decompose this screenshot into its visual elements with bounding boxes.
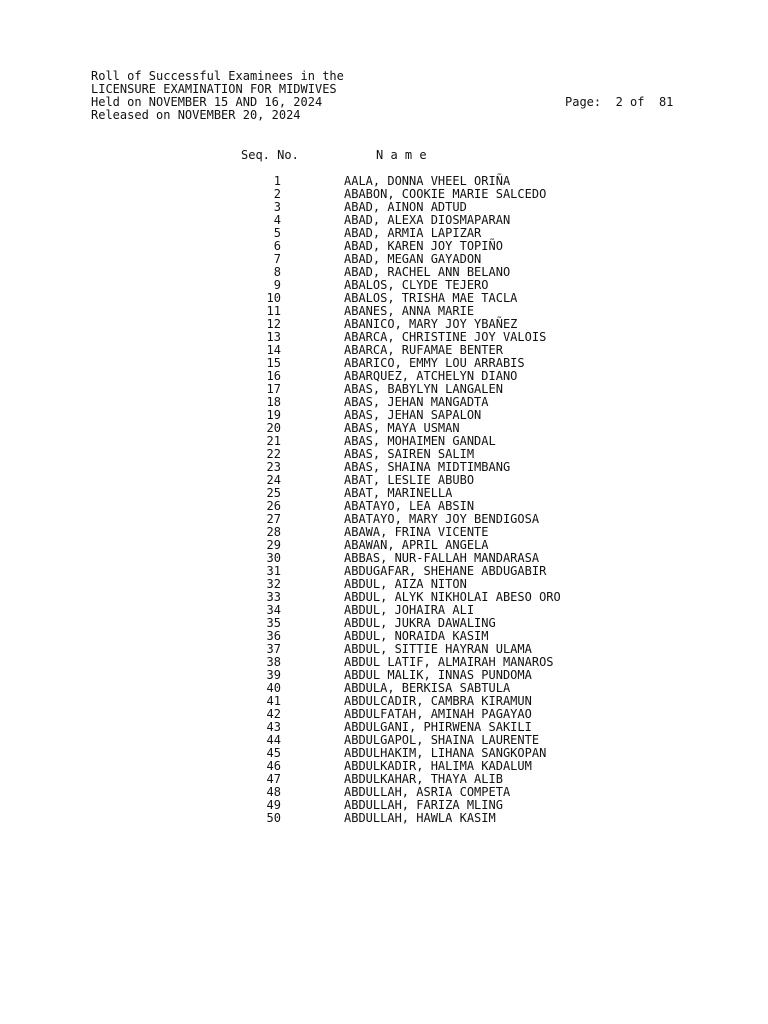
examinee-name: ABABON, COOKIE MARIE SALCEDO [344,187,547,201]
page-number: 2 [615,95,623,109]
seq-number: 2 [273,187,281,201]
seq-number: 17 [266,382,281,396]
seq-number: 5 [273,226,281,240]
seq-number: 46 [266,759,281,773]
seq-number: 18 [266,395,281,409]
examinee-name: ABAWAN, APRIL ANGELA [344,538,489,552]
seq-number: 4 [273,213,281,227]
seq-number: 36 [266,629,281,643]
examinee-name: ABANES, ANNA MARIE [344,304,475,318]
examinee-name: ABDULLAH, ASRIA COMPETA [344,785,511,799]
examinee-list [240,175,640,825]
examinee-name: ABAD, KAREN JOY TOPIÑO [344,239,503,253]
examinee-name: ABDULA, BERKISA SABTULA [344,681,511,695]
examinee-name: ABDULKADIR, HALIMA KADALUM [344,759,532,773]
seq-number: 45 [266,746,281,760]
seq-number: 21 [266,434,281,448]
seq-number: 42 [266,707,281,721]
name-column-header: N a m e [376,148,427,162]
header-held-line: Held on NOVEMBER 15 AND 16, 2024 [91,95,323,109]
examinee-name: ABARICO, EMMY LOU ARRABIS [344,356,525,370]
page-of-label: of [630,95,645,109]
header-exam-line: LICENSURE EXAMINATION FOR MIDWIVES [91,82,337,96]
examinee-name: ABANICO, MARY JOY YBAÑEZ [344,317,518,331]
seq-number: 40 [266,681,281,695]
examinee-name: ABDUL, NORAIDA KASIM [344,629,489,643]
examinee-name: ABDULGANI, PHIRWENA SAKILI [344,720,532,734]
seq-number: 13 [266,330,281,344]
header-title-line: Roll of Successful Examinees in the [91,69,344,83]
page-indicator [565,96,673,109]
seq-number: 28 [266,525,281,539]
seq-number: 8 [273,265,281,279]
seq-number: 35 [266,616,281,630]
seq-number: 9 [273,278,281,292]
seq-column-header: Seq. No. [241,148,299,162]
examinee-name: ABDULFATAH, AMINAH PAGAYAO [344,707,532,721]
seq-number: 6 [273,239,281,253]
examinee-name: ABAS, MOHAIMEN GANDAL [344,434,496,448]
seq-number: 26 [266,499,281,513]
examinee-name: ABDUL, ALYK NIKHOLAI ABESO ORO [344,590,561,604]
seq-number: 31 [266,564,281,578]
examinee-name: ABDULHAKIM, LIHANA SANGKOPAN [344,746,547,760]
seq-number: 33 [266,590,281,604]
examinee-name: ABDULLAH, FARIZA MLING [344,798,503,812]
examinee-name: ABDULLAH, HAWLA KASIM [344,811,496,825]
seq-number: 41 [266,694,281,708]
seq-number: 1 [273,174,281,188]
seq-number: 12 [266,317,281,331]
seq-number: 22 [266,447,281,461]
seq-number: 19 [266,408,281,422]
seq-number: 30 [266,551,281,565]
examinee-name: ABAS, MAYA USMAN [344,421,460,435]
examinee-name: ABBAS, NUR-FALLAH MANDARASA [344,551,540,565]
seq-number: 15 [266,356,281,370]
seq-number: 10 [266,291,281,305]
seq-number: 25 [266,486,281,500]
examinee-name: ABDUL, JUKRA DAWALING [344,616,496,630]
examinee-name: ABAD, RACHEL ANN BELANO [344,265,511,279]
seq-number: 39 [266,668,281,682]
examinee-name: ABDUL, SITTIE HAYRAN ULAMA [344,642,532,656]
examinee-name: AALA, DONNA VHEEL ORIÑA [344,174,511,188]
examinee-name: ABALOS, CLYDE TEJERO [344,278,489,292]
seq-number: 23 [266,460,281,474]
examinee-name: ABARCA, CHRISTINE JOY VALOIS [344,330,547,344]
seq-number: 44 [266,733,281,747]
seq-number: 29 [266,538,281,552]
seq-number: 27 [266,512,281,526]
examinee-name: ABDUGAFAR, SHEHANE ABDUGABIR [344,564,547,578]
page-label: Page: [565,95,602,109]
examinee-name: ABARCA, RUFAMAE BENTER [344,343,503,357]
seq-number: 48 [266,785,281,799]
seq-number: 50 [266,811,281,825]
examinee-name: ABAS, BABYLYN LANGALEN [344,382,503,396]
seq-number: 3 [273,200,281,214]
examinee-name: ABDUL LATIF, ALMAIRAH MANAROS [344,655,554,669]
examinee-name: ABAD, MEGAN GAYADON [344,252,482,266]
examinee-name: ABAS, JEHAN MANGADTA [344,395,489,409]
examinee-name: ABAS, SHAINA MIDTIMBANG [344,460,511,474]
examinee-name: ABDULKAHAR, THAYA ALIB [344,772,503,786]
examinee-name: ABAWA, FRINA VICENTE [344,525,489,539]
seq-number: 37 [266,642,281,656]
seq-number: 11 [266,304,281,318]
examinee-name: ABAT, MARINELLA [344,486,453,500]
seq-number: 20 [266,421,281,435]
examinee-name: ABDUL, JOHAIRA ALI [344,603,475,617]
seq-number: 43 [266,720,281,734]
seq-number: 14 [266,343,281,357]
seq-number: 16 [266,369,281,383]
examinee-name: ABDUL, AIZA NITON [344,577,467,591]
examinee-name: ABAS, JEHAN SAPALON [344,408,482,422]
examinee-name: ABAS, SAIREN SALIM [344,447,475,461]
examinee-name: ABAD, AINON ADTUD [344,200,467,214]
examinee-name: ABDULGAPOL, SHAINA LAURENTE [344,733,540,747]
seq-number: 32 [266,577,281,591]
examinee-name: ABALOS, TRISHA MAE TACLA [344,291,518,305]
examinee-name: ABAD, ALEXA DIOSMAPARAN [344,213,511,227]
list-item [240,812,640,825]
seq-number: 24 [266,473,281,487]
seq-number: 7 [273,252,281,266]
examinee-name: ABAT, LESLIE ABUBO [344,473,475,487]
examinee-name: ABATAYO, LEA ABSIN [344,499,475,513]
header-released-line: Released on NOVEMBER 20, 2024 [91,108,301,122]
seq-number: 34 [266,603,281,617]
examinee-name: ABAD, ARMIA LAPIZAR [344,226,482,240]
examinee-name: ABDULCADIR, CAMBRA KIRAMUN [344,694,532,708]
examinee-name: ABATAYO, MARY JOY BENDIGOSA [344,512,540,526]
examinee-name: ABDUL MALIK, INNAS PUNDOMA [344,668,532,682]
examinee-name: ABARQUEZ, ATCHELYN DIANO [344,369,518,383]
seq-number: 47 [266,772,281,786]
seq-number: 49 [266,798,281,812]
page-total: 81 [658,95,674,109]
seq-number: 38 [266,655,281,669]
